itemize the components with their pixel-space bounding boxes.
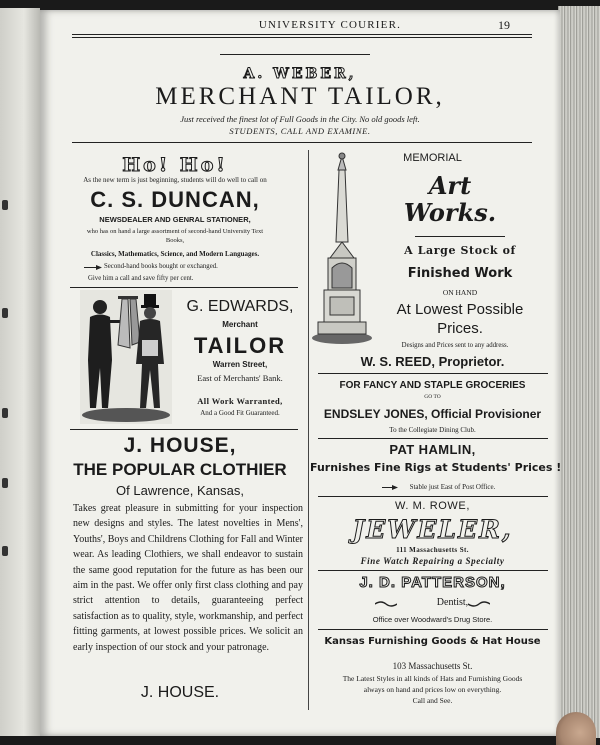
rule	[70, 429, 298, 430]
scan-mark	[2, 408, 8, 418]
house-body-text: Takes great pleasure in submitting for your inspection new designs and styles. The latest novelties in Mens', Youths', Boys and Childrens Clothing for Fall and Winter wear. As leading Clothiers, we shall endeavor to sustain the same good reputation for the future as has been our aim in the past. We offer only first class clothing and pay strict attention to details, guaranteeing perfect satisfaction as to quality, style, workmanship, and perfect fitting garments, at lowest possible prices. We solicit an early inspection of our stock and your patronage.	[73, 503, 303, 653]
edwards-warranted: All Work Warranted,	[197, 396, 283, 406]
ornament-scroll-icon	[468, 600, 490, 608]
page-number: 19	[498, 18, 510, 32]
weber-line2: STUDENTS, CALL AND EXAMINE.	[229, 126, 371, 136]
edwards-east: East of Merchants' Bank.	[197, 373, 283, 383]
edwards-name: G. EDWARDS,	[186, 298, 294, 315]
house-signature: J. HOUSE.	[140, 684, 220, 701]
reed-works: Works.	[403, 198, 497, 227]
kansas-title: Kansas Furnishing Goods & Hat House	[324, 636, 541, 647]
patterson-name: J. D. PATTERSON,	[359, 574, 506, 591]
scan-mark	[2, 546, 8, 556]
pointing-hand-icon	[84, 264, 102, 271]
reed-prices: Prices.	[437, 320, 483, 337]
rule	[220, 54, 370, 55]
rule	[318, 438, 548, 439]
scan-mark	[2, 478, 8, 488]
rowe-jeweler: JEWELER,	[352, 515, 513, 544]
jones-name: ENDSLEY JONES, Official Provisioner	[323, 407, 542, 421]
hamlin-stable: Stable just East of Post Office.	[409, 483, 496, 491]
reed-designs: Designs and Prices sent to any address.	[401, 342, 509, 349]
house-lawrence: Of Lawrence, Kansas,	[116, 483, 244, 498]
rule	[318, 496, 548, 497]
page-stack-edge	[558, 6, 600, 738]
running-head-title: UNIVERSITY COURIER.	[258, 19, 402, 31]
edwards-merchant: Merchant	[222, 320, 258, 329]
rowe-address: 111 Massachusetts St.	[396, 546, 469, 554]
edwards-street: Warren Street,	[212, 360, 268, 369]
patterson-dentist: Dentist,	[436, 597, 469, 608]
facing-page-edge	[0, 8, 40, 736]
duncan-text: who has on hand a large assortment of second-hand University Text	[86, 228, 264, 235]
scanner-thumb	[556, 712, 596, 745]
rule	[72, 142, 532, 143]
edwards-tailor: TAILOR	[193, 333, 287, 358]
kansas-latest: The Latest Styles in all kinds of Hats and Furnishing Goods	[342, 674, 523, 683]
hamlin-name: PAT HAMLIN,	[389, 442, 476, 457]
jones-club: To the Collegiate Dining Club.	[389, 426, 476, 434]
house-clothier: THE POPULAR CLOTHIER	[73, 460, 287, 479]
reed-memorial: MEMORIAL	[403, 152, 462, 164]
rule	[70, 287, 298, 288]
column-divider	[308, 150, 309, 710]
rule	[72, 34, 532, 35]
scan-mark	[2, 200, 8, 210]
duncan-ho: Ho! Ho!	[122, 154, 228, 176]
weber-title: MERCHANT TAILOR,	[155, 83, 445, 110]
reed-on-hand: ON HAND	[442, 288, 478, 297]
rule	[318, 570, 548, 571]
reed-stock: A Large Stock of	[404, 244, 516, 257]
weber-name: A. WEBER,	[243, 66, 357, 82]
reed-lowest: At Lowest Possible	[396, 301, 524, 318]
reed-art: Art	[428, 171, 472, 200]
duncan-subtitle: NEWSDEALER AND GENRAL STATIONER,	[99, 215, 251, 224]
duncan-name: C. S. DUNCAN,	[90, 187, 260, 212]
house-name: J. HOUSE,	[123, 434, 237, 457]
jones-goto: GO TO	[424, 394, 441, 400]
duncan-intro: As the new term is just beginning, students will do well to call on	[83, 176, 267, 184]
patterson-office: Office over Woodward's Drug Store.	[372, 615, 493, 624]
rowe-specialty: Fine Watch Repairing a Specialty	[360, 556, 505, 566]
jones-fancy: FOR FANCY AND STAPLE GROCERIES	[339, 380, 526, 391]
rule	[72, 37, 532, 38]
newspaper-page	[40, 10, 560, 736]
reed-finished: Finished Work	[407, 266, 513, 281]
rowe-name: W. M. ROWE,	[394, 500, 471, 512]
edwards-fit: And a Good Fit Guaranteed.	[200, 409, 280, 417]
reed-proprietor: W. S. REED, Proprietor.	[360, 354, 505, 369]
weber-line1: Just received the finest lot of Full Goods in the City. No old goods left.	[180, 114, 420, 124]
duncan-call: Give him a call and save fifty per cent.	[88, 275, 194, 282]
hamlin-rigs: Furnishes Fine Rigs at Students' Prices !	[310, 461, 562, 474]
kansas-call: Call and See.	[412, 696, 453, 705]
duncan-text: Books,	[165, 237, 185, 244]
rule	[318, 629, 548, 630]
rule	[415, 236, 505, 237]
tailor-engraving-illustration	[80, 290, 172, 424]
rule	[318, 373, 548, 374]
duncan-secondhand: Second-hand books bought or exchanged.	[104, 263, 218, 270]
duncan-classes: Classics, Mathematics, Science, and Modern Languages.	[90, 250, 260, 258]
kansas-address: 103 Massachusetts St.	[392, 661, 473, 671]
kansas-always: always on hand and prices low on everything.	[363, 685, 502, 694]
scan-mark	[2, 308, 8, 318]
